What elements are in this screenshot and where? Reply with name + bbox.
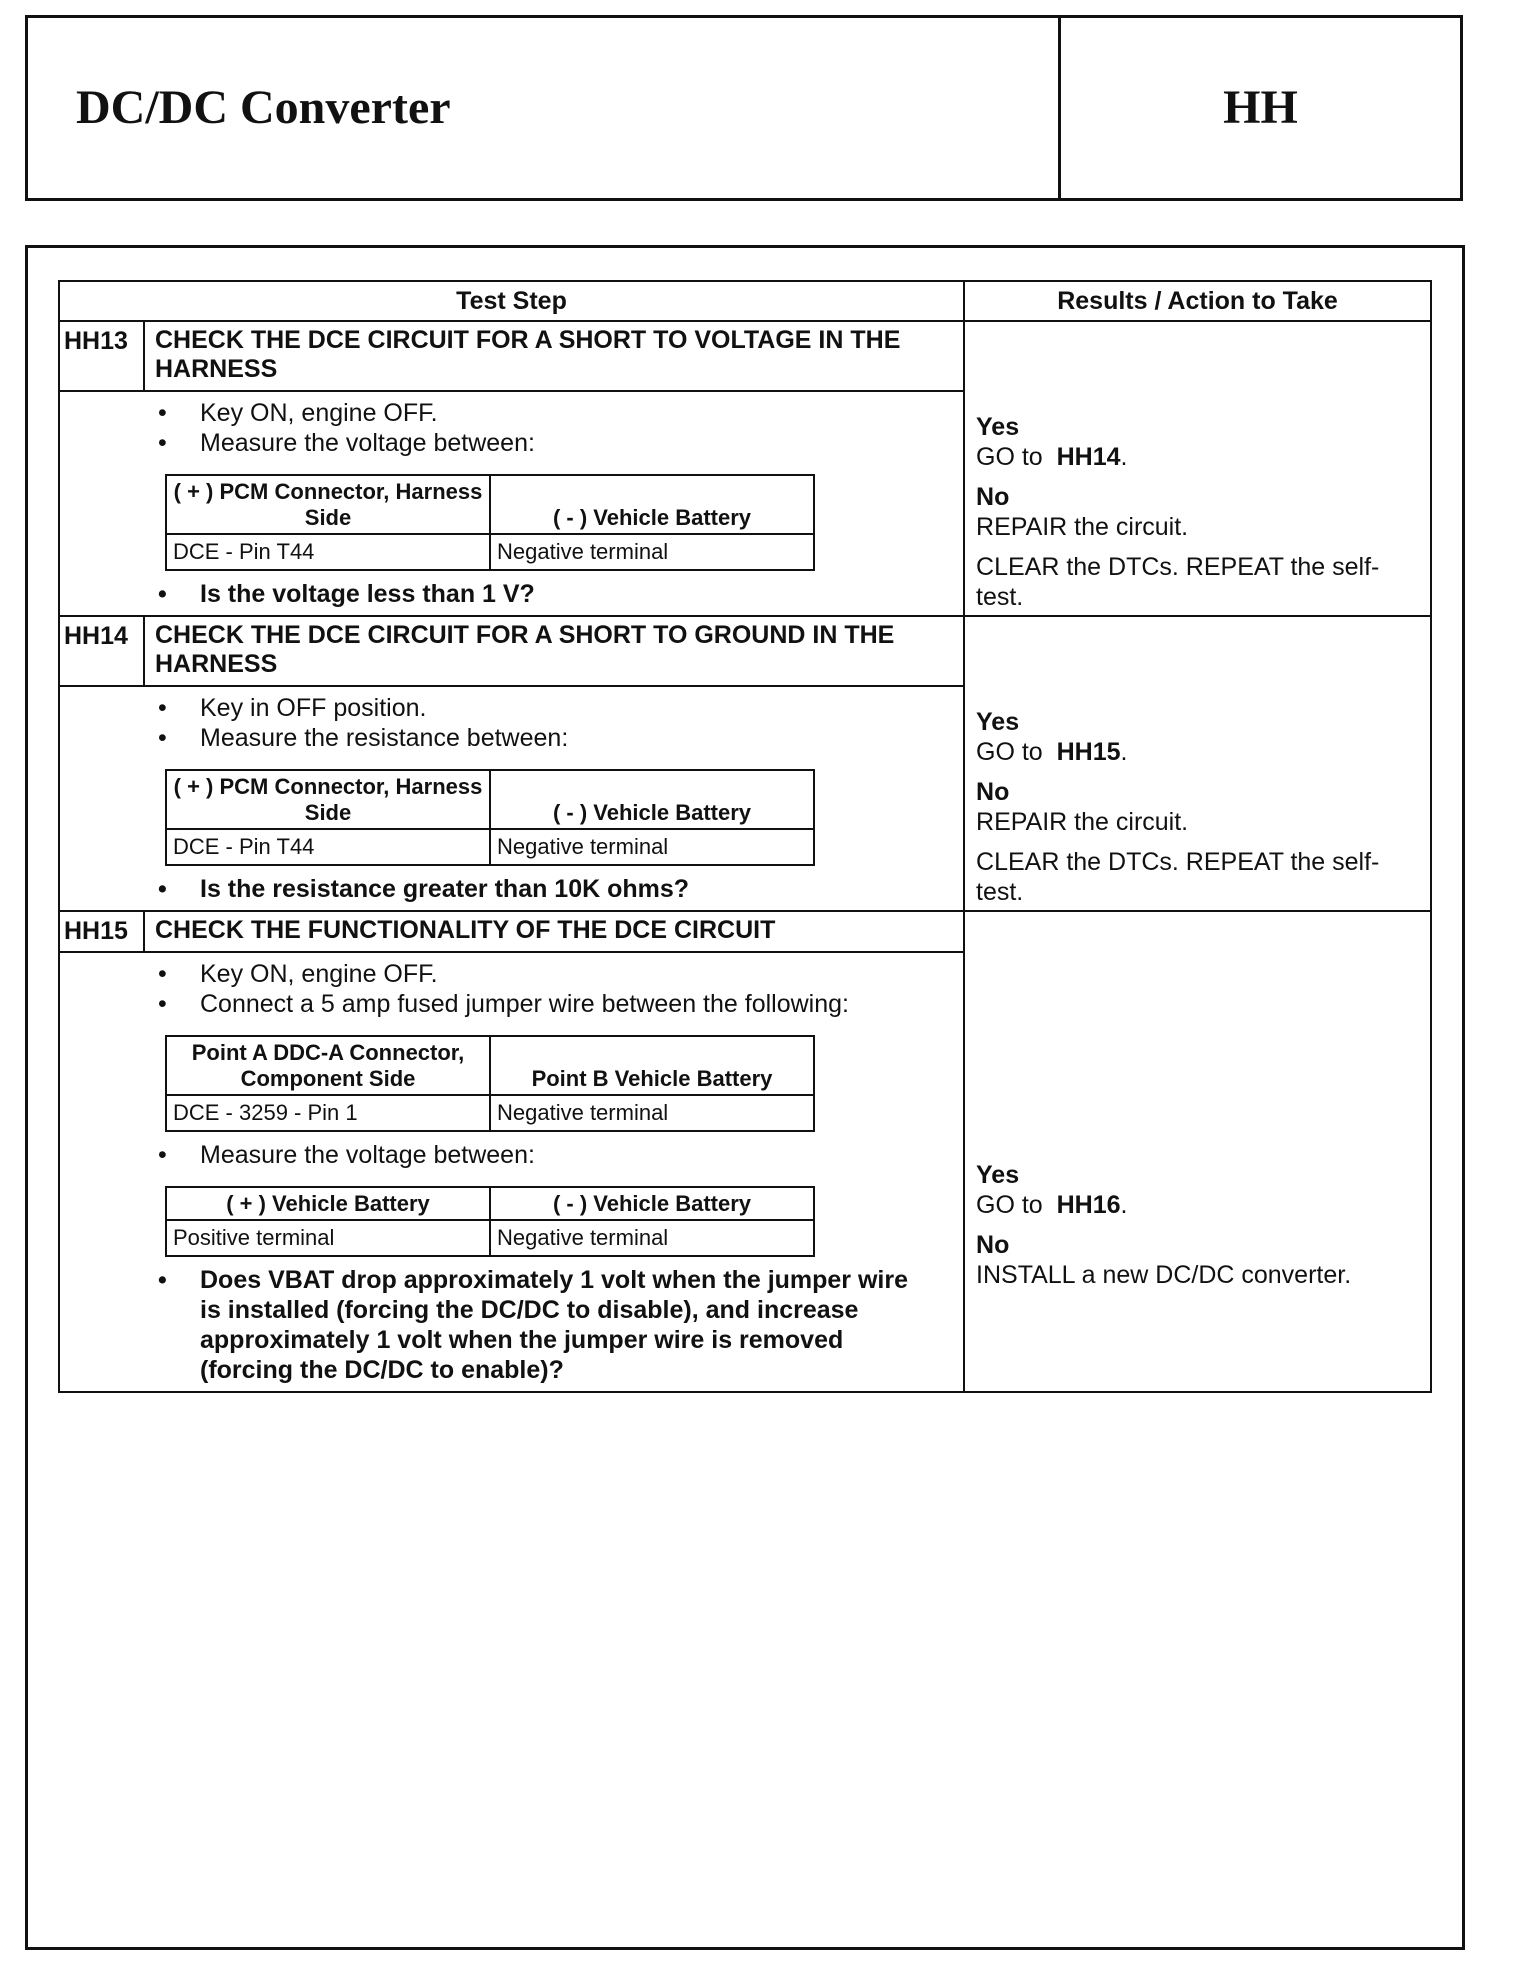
measurement-header-1: ( + ) Vehicle Battery — [166, 1187, 490, 1220]
result-no-action: INSTALL a new DC/DC converter. — [976, 1261, 1352, 1289]
column-header-test-step: Test Step — [59, 281, 964, 321]
measurement-header-2: ( - ) Vehicle Battery — [490, 770, 814, 829]
measurement-cell-1: DCE - Pin T44 — [166, 829, 490, 865]
measurement-cell-2: Negative terminal — [490, 829, 814, 865]
result-no-label: No — [976, 483, 1010, 511]
jumper-table — [165, 1035, 815, 1132]
result-yes-action: GO to HH14. — [976, 443, 1128, 471]
measurement-table — [165, 769, 815, 866]
measurement-cell-2: Negative terminal — [490, 1220, 814, 1256]
step-title: CHECK THE DCE CIRCUIT FOR A SHORT TO VOLTAGE IN THE HARNESS — [144, 321, 964, 391]
jumper-cell-1: DCE - 3259 - Pin 1 — [166, 1095, 490, 1131]
measurement-cell-1: Positive terminal — [166, 1220, 490, 1256]
bullet-item: • Measure the voltage between: — [60, 428, 963, 458]
step-results — [964, 911, 1431, 1392]
bullet-item: • Connect a 5 amp fused jumper wire between the following: — [60, 989, 963, 1019]
step-question: • Is the voltage less than 1 V? — [60, 579, 963, 609]
measurement-cell-2: Negative terminal — [490, 534, 814, 570]
step-question: • Does VBAT drop approximately 1 volt when the jumper wire is installed (forcing the DC/DC to disable), and increase approximately 1 volt when the jumper wire is removed (forcing the DC/DC to enable)? — [60, 1265, 963, 1385]
jumper-cell-2: Negative terminal — [490, 1095, 814, 1131]
step-results — [964, 616, 1431, 911]
result-yes-action: GO to HH15. — [976, 738, 1128, 766]
result-yes-label: Yes — [976, 708, 1020, 736]
step-question: • Is the resistance greater than 10K ohms? — [60, 874, 963, 904]
step-id: HH15 — [59, 911, 144, 952]
step-body — [59, 391, 964, 616]
bullet-item: • Key in OFF position. — [60, 693, 963, 723]
step-row-hh15 — [59, 911, 1431, 952]
measurement-table — [165, 1186, 815, 1257]
step-id: HH13 — [59, 321, 144, 391]
section-code: HH — [1223, 81, 1298, 134]
step-id: HH14 — [59, 616, 144, 686]
test-step-table — [58, 280, 1432, 1393]
measurement-header-1: ( + ) PCM Connector, Harness Side — [166, 475, 490, 534]
step-body — [59, 686, 964, 911]
result-yes-label: Yes — [976, 413, 1020, 441]
jumper-header-1: Point A DDC-A Connector, Component Side — [166, 1036, 490, 1095]
measurement-table — [165, 474, 815, 571]
header-box — [25, 15, 1463, 201]
measurement-header-1: ( + ) PCM Connector, Harness Side — [166, 770, 490, 829]
result-yes-label: Yes — [976, 1161, 1020, 1189]
result-no-label: No — [976, 778, 1010, 806]
step-body — [59, 952, 964, 1392]
result-no-action: REPAIR the circuit. — [976, 808, 1189, 836]
measurement-header-2: ( - ) Vehicle Battery — [490, 1187, 814, 1220]
step-title: CHECK THE DCE CIRCUIT FOR A SHORT TO GROUND IN THE HARNESS — [144, 616, 964, 686]
result-yes-action: GO to HH16. — [976, 1191, 1128, 1219]
result-no-action-2: CLEAR the DTCs. REPEAT the self-test. — [976, 848, 1380, 906]
page-title: DC/DC Converter — [76, 81, 451, 134]
bullet-item: • Measure the resistance between: — [60, 723, 963, 753]
step-row-hh14 — [59, 616, 1431, 686]
measurement-cell-1: DCE - Pin T44 — [166, 534, 490, 570]
result-no-action-2: CLEAR the DTCs. REPEAT the self-test. — [976, 553, 1380, 611]
step-title: CHECK THE FUNCTIONALITY OF THE DCE CIRCUIT — [144, 911, 964, 952]
step-row-hh13 — [59, 321, 1431, 391]
bullet-item: • Key ON, engine OFF. — [60, 398, 963, 428]
result-no-label: No — [976, 1231, 1010, 1259]
jumper-header-2: Point B Vehicle Battery — [490, 1036, 814, 1095]
measurement-header-2: ( - ) Vehicle Battery — [490, 475, 814, 534]
bullet-item: • Measure the voltage between: — [60, 1140, 963, 1170]
column-header-results: Results / Action to Take — [964, 281, 1431, 321]
bullet-item: • Key ON, engine OFF. — [60, 959, 963, 989]
step-results — [964, 321, 1431, 616]
result-no-action: REPAIR the circuit. — [976, 513, 1189, 541]
